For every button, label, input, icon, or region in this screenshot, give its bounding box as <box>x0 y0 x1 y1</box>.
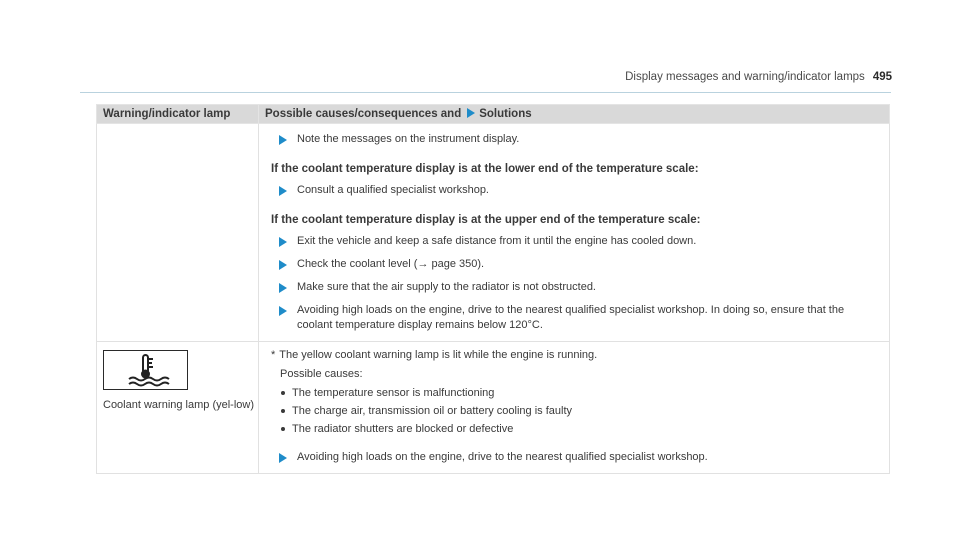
lamp-note-text: The yellow coolant warning lamp is lit while the engine is running. <box>279 349 598 361</box>
header-title: Display messages and warning/indicator lamps <box>625 71 865 83</box>
solution-arrow-icon <box>279 186 287 196</box>
header-rule <box>80 92 891 93</box>
solution-arrow-icon <box>467 108 475 118</box>
solution-arrow-icon <box>279 135 287 145</box>
lamp-note <box>271 347 881 363</box>
causes-list <box>271 384 881 438</box>
causes-cell <box>259 342 890 474</box>
solution-arrow-icon <box>279 283 287 293</box>
solution-arrow-icon <box>279 453 287 463</box>
list-item: The radiator shutters are blocked or defective <box>280 420 881 438</box>
solution-step-text: Avoiding high loads on the engine, drive to the nearest qualified specialist workshop. In doing so, ensure that the coolant temperature display remains below 120°C. <box>297 304 845 331</box>
solution-arrow-icon <box>279 237 287 247</box>
condition-heading: If the coolant temperature display is at the upper end of the temperature scale: <box>271 214 701 226</box>
column-header-solutions-label: Solutions <box>479 108 532 120</box>
page-number: 495 <box>872 71 892 83</box>
solution-step <box>271 257 881 272</box>
table-header-row <box>97 105 890 124</box>
solution-step-text: Check the coolant level (→ page 350). <box>297 258 485 270</box>
list-item: The temperature sensor is malfunctioning <box>280 384 881 402</box>
list-item: The charge air, transmission oil or battery cooling is faulty <box>280 402 881 420</box>
solution-step <box>271 450 881 465</box>
solutions-cell <box>259 124 890 342</box>
causes-label: Possible causes: <box>280 368 363 380</box>
table-row <box>97 124 890 342</box>
solution-step <box>271 303 881 333</box>
solution-step <box>271 280 881 295</box>
condition-heading: If the coolant temperature display is at the lower end of the temperature scale: <box>271 163 699 175</box>
column-header-causes <box>259 105 890 124</box>
warning-lamp-table <box>96 104 890 474</box>
coolant-temperature-icon <box>103 350 188 390</box>
solution-step-text: Note the messages on the instrument display. <box>297 133 520 145</box>
lamp-label: Coolant warning lamp (yel-low) <box>103 399 255 411</box>
column-header-lamp: Warning/indicator lamp <box>97 105 259 124</box>
note-marker: * <box>271 349 276 361</box>
solution-arrow-icon <box>279 260 287 270</box>
solution-step-text: Avoiding high loads on the engine, drive to the nearest qualified specialist workshop. <box>297 451 708 463</box>
solution-step-text: Consult a qualified specialist workshop. <box>297 184 489 196</box>
lamp-cell <box>97 342 259 474</box>
running-header <box>625 71 892 83</box>
solution-step-text: Exit the vehicle and keep a safe distance from it until the engine has cooled down. <box>297 235 697 247</box>
solution-step <box>271 234 881 249</box>
solution-step-text: Make sure that the air supply to the radiator is not obstructed. <box>297 281 596 293</box>
lamp-cell-empty <box>97 124 259 342</box>
solution-step <box>271 132 881 147</box>
solution-step <box>271 183 881 198</box>
table-row <box>97 342 890 474</box>
column-header-causes-label: Possible causes/consequences and <box>265 108 462 120</box>
solution-arrow-icon <box>279 306 287 316</box>
